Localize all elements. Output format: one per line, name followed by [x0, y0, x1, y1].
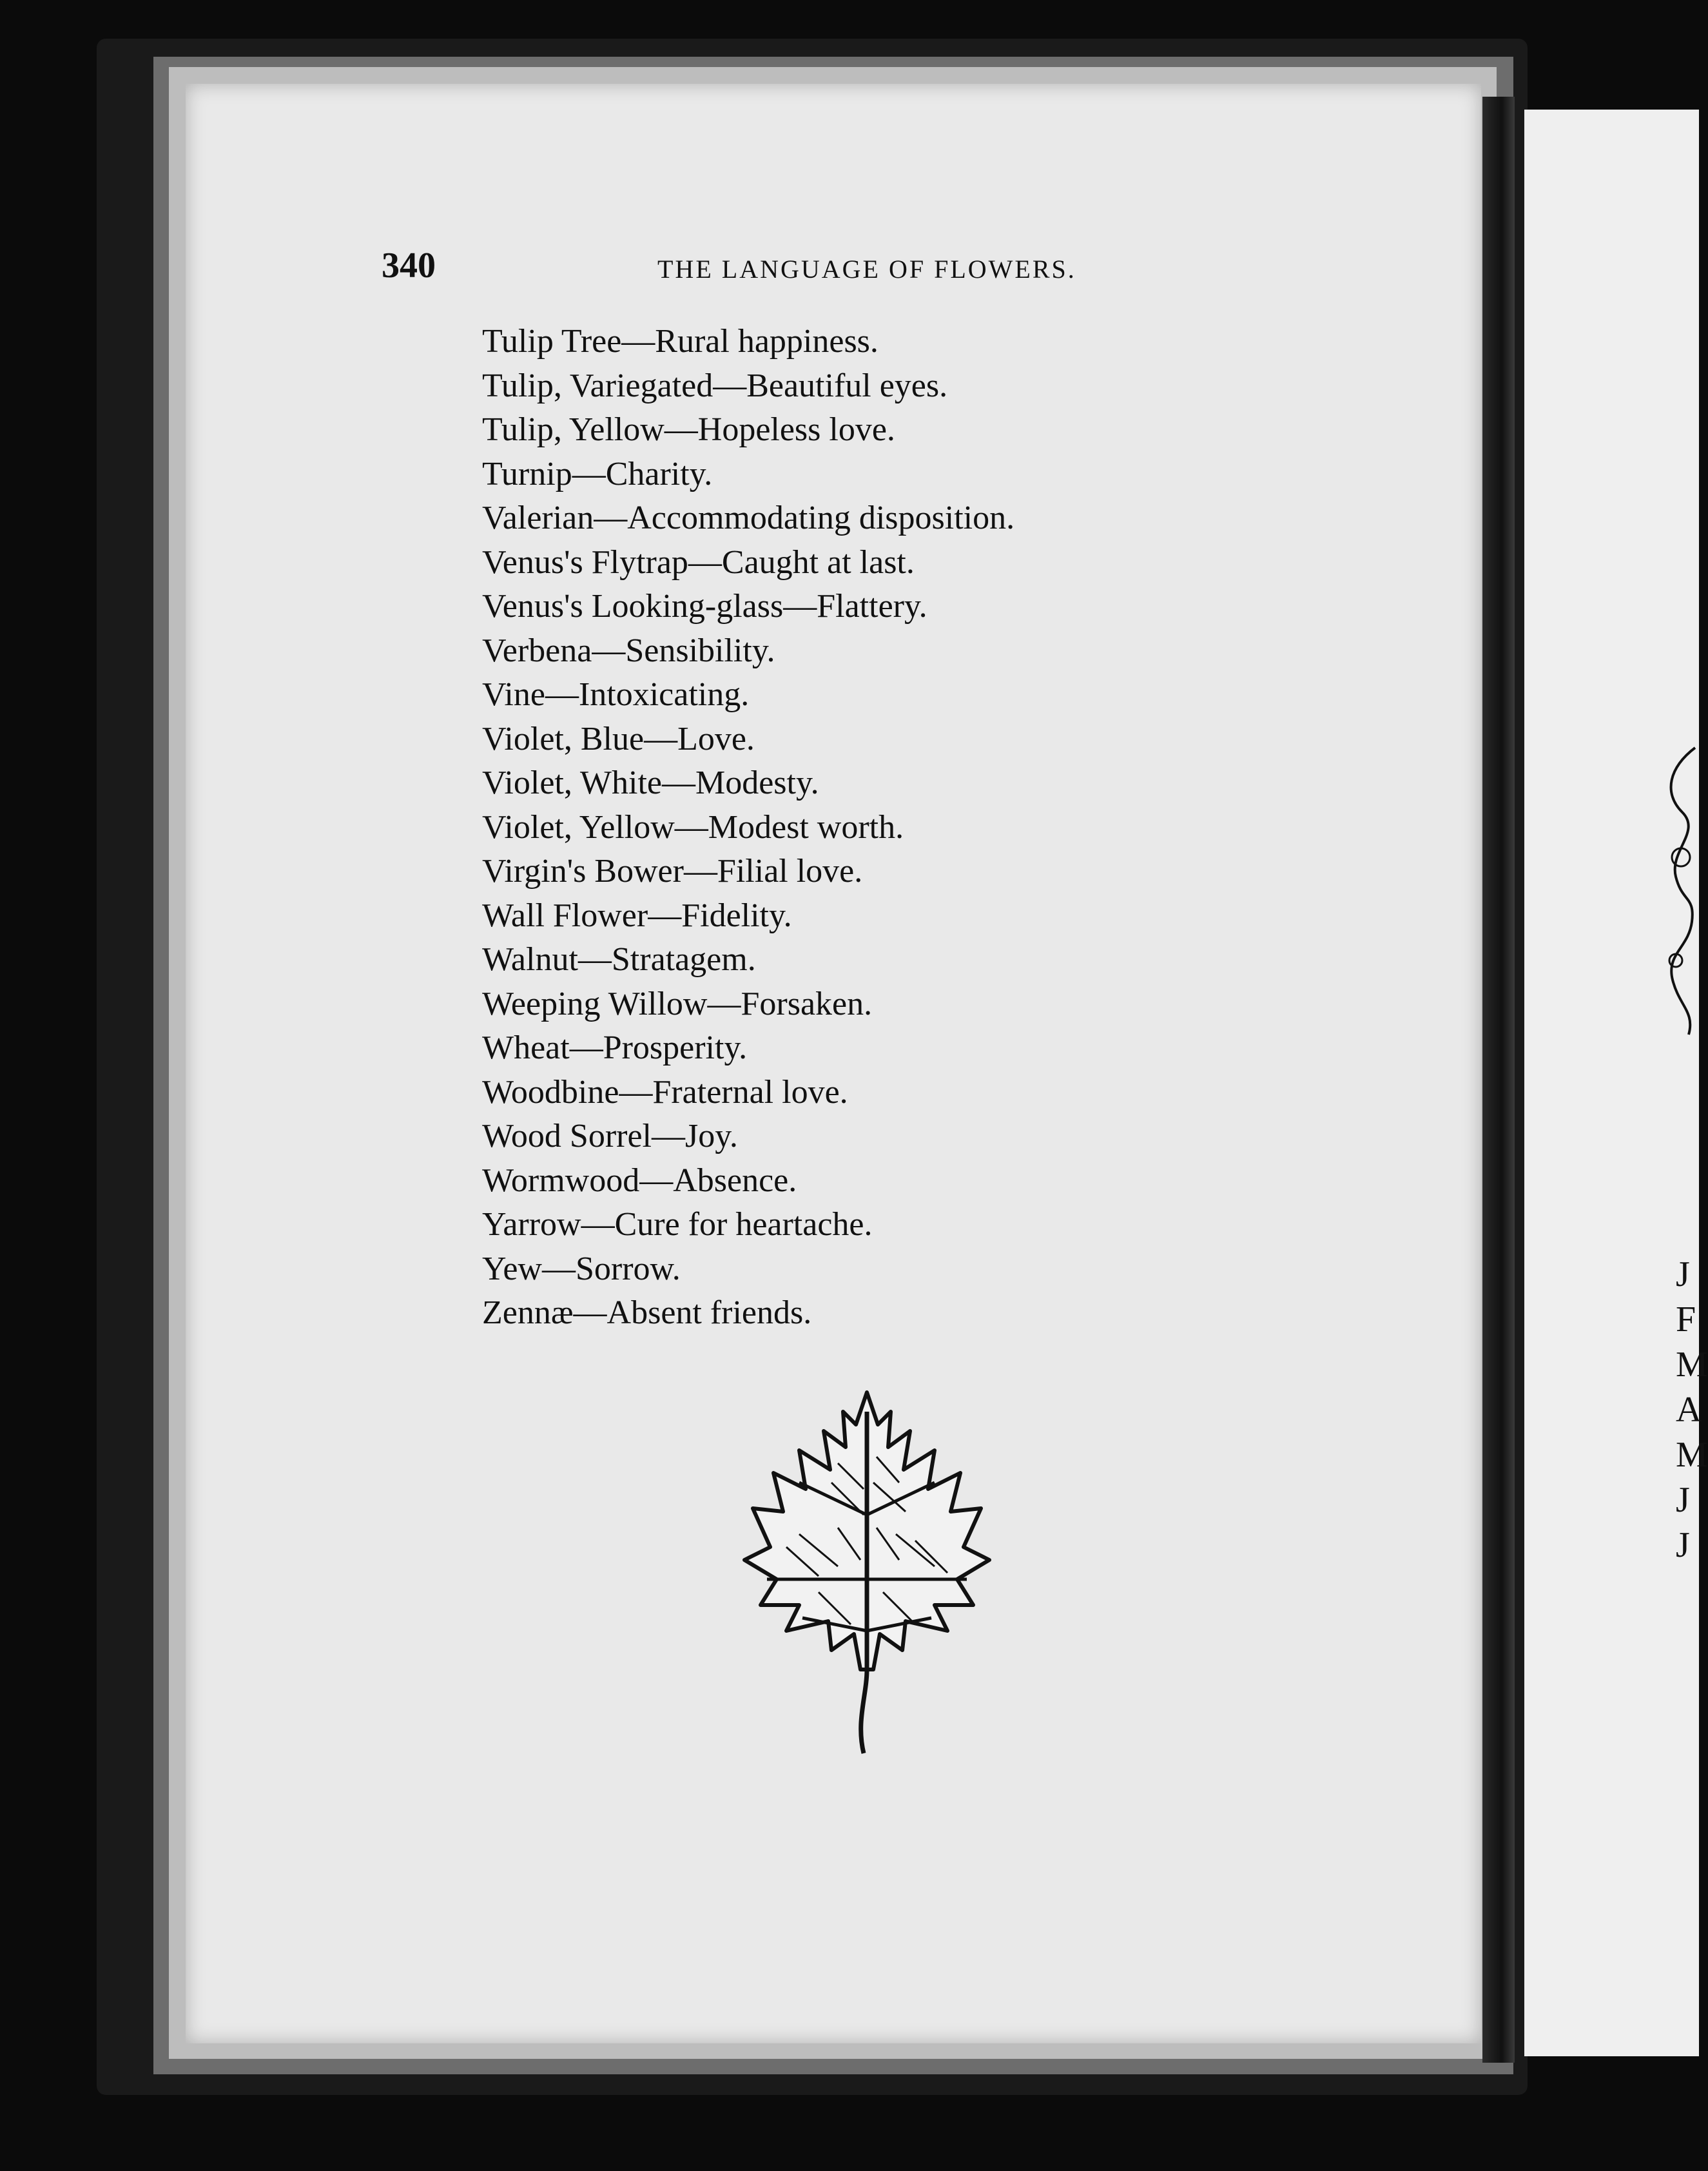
list-item: Virgin's Bower—Filial love.: [482, 853, 863, 890]
list-item: Zennæ—Absent friends.: [482, 1294, 812, 1331]
list-item: Tulip Tree—Rural happiness.: [482, 323, 878, 360]
list-item: Verbena—Sensibility.: [482, 632, 775, 669]
list-item: Wheat—Prosperity.: [482, 1029, 748, 1066]
list-item: Venus's Flytrap—Caught at last.: [482, 543, 915, 581]
book-gutter: [1482, 97, 1515, 2063]
list-item: Yew—Sorrow.: [482, 1250, 681, 1287]
list-item: Violet, Yellow—Modest worth.: [482, 808, 904, 846]
facing-page-text: J F M A M J J: [1676, 1254, 1708, 1565]
list-item: Wall Flower—Fidelity.: [482, 897, 792, 934]
list-item: Weeping Willow—Forsaken.: [482, 985, 873, 1022]
list-item: Violet, White—Modesty.: [482, 764, 819, 801]
list-item: Valerian—Accommodating disposition.: [482, 500, 1015, 536]
list-item: Vine—Intoxicating.: [482, 676, 750, 713]
list-item: Woodbine—Fraternal love.: [482, 1073, 848, 1111]
list-item: Wood Sorrel—Joy.: [482, 1118, 738, 1154]
flower-meanings-list: [482, 320, 1191, 1336]
list-item: Wormwood—Absence.: [482, 1162, 797, 1199]
leaf-icon: [741, 1386, 993, 1760]
page-number: 340: [382, 246, 436, 286]
facing-page: [1524, 110, 1699, 2056]
list-item: Walnut—Stratagem.: [482, 941, 756, 978]
list-item: Yarrow—Cure for heartache.: [482, 1206, 873, 1243]
list-item: Violet, Blue—Love.: [482, 720, 755, 757]
list-item: Turnip—Charity.: [482, 455, 713, 492]
flourish-icon: [1656, 741, 1699, 1038]
list-item: Tulip, Yellow—Hopeless love.: [482, 411, 895, 448]
running-head: THE LANGUAGE OF FLOWERS.: [657, 255, 1076, 284]
list-item: Venus's Looking-glass—Flattery.: [482, 588, 927, 625]
page-header: [382, 245, 1123, 290]
list-item: Tulip, Variegated—Beautiful eyes.: [482, 367, 948, 404]
